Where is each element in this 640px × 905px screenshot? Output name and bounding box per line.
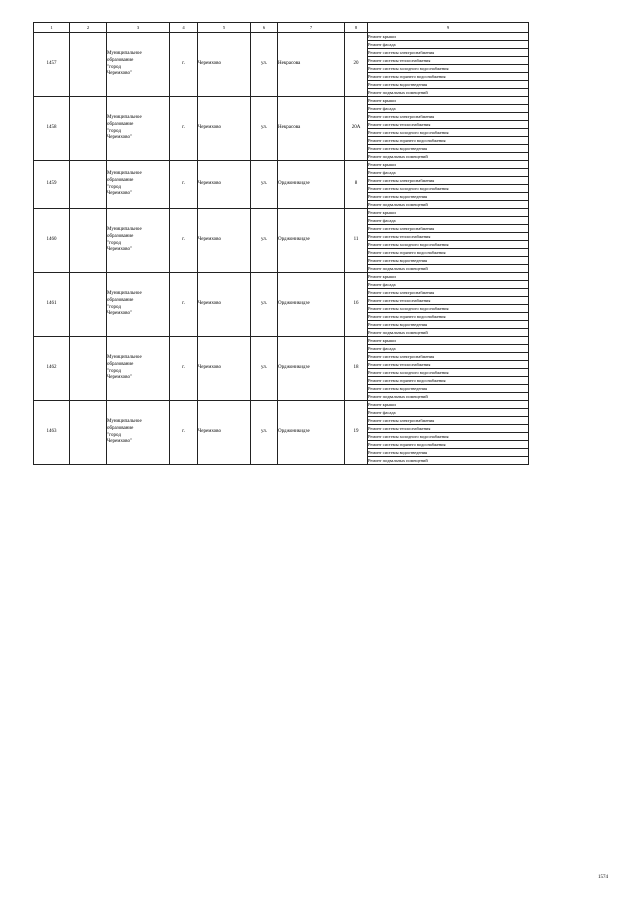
work-item: Ремонт системы теплоснабжения: [368, 297, 529, 305]
owner-line: Муниципальное: [107, 114, 142, 120]
work-item: Ремонт системы водоотведения: [368, 81, 529, 89]
owner-line: образование: [107, 425, 134, 431]
owner-line: Черемхово": [107, 191, 133, 197]
street-type: ул.: [251, 401, 278, 465]
column-2-cell: [70, 209, 107, 273]
owner-cell: [107, 97, 170, 161]
work-item: Ремонт системы электроснабжения: [368, 417, 529, 425]
record-number: 1460: [34, 209, 70, 273]
owner-line: Муниципальное: [107, 170, 142, 176]
work-item: Ремонт подвальных помещений: [368, 153, 529, 161]
work-item: Ремонт системы горячего водоснабжения: [368, 137, 529, 145]
street-name: Орджоникидзе: [278, 161, 345, 209]
owner-line: образование: [107, 233, 134, 239]
header-row: [34, 23, 529, 33]
owner-line: Муниципальное: [107, 290, 142, 296]
page-number: 1574: [598, 875, 608, 880]
street-name: Орджоникидзе: [278, 273, 345, 337]
owner-cell: [107, 209, 170, 273]
table-row: [34, 337, 529, 345]
house-number: 18: [345, 337, 368, 401]
work-item: Ремонт фасада: [368, 169, 529, 177]
column-2-cell: [70, 401, 107, 465]
locality-type: г.: [170, 401, 198, 465]
work-item: Ремонт крыши: [368, 33, 529, 41]
owner-line: "город: [107, 64, 121, 70]
city-name: Черемхово: [198, 33, 251, 97]
record-number: 1463: [34, 401, 70, 465]
owner-line: Черемхово": [107, 247, 133, 253]
work-item: Ремонт подвальных помещений: [368, 393, 529, 401]
work-item: Ремонт системы водоотведения: [368, 449, 529, 457]
locality-type: г.: [170, 33, 198, 97]
col-header: 4: [170, 23, 198, 33]
street-type: ул.: [251, 97, 278, 161]
work-item: Ремонт фасада: [368, 409, 529, 417]
owner-line: "город: [107, 128, 121, 134]
record-number: 1457: [34, 33, 70, 97]
owner-line: образование: [107, 297, 134, 303]
col-header: 2: [70, 23, 107, 33]
column-2-cell: [70, 273, 107, 337]
street-name: Некрасова: [278, 33, 345, 97]
street-type: ул.: [251, 209, 278, 273]
owner-cell: [107, 337, 170, 401]
column-2-cell: [70, 97, 107, 161]
owner-line: "город: [107, 184, 121, 190]
city-name: Черемхово: [198, 97, 251, 161]
owner-cell: [107, 273, 170, 337]
owner-line: Муниципальное: [107, 354, 142, 360]
owner-line: "город: [107, 368, 121, 374]
col-header: 9: [368, 23, 529, 33]
work-item: Ремонт подвальных помещений: [368, 89, 529, 97]
record-number: 1462: [34, 337, 70, 401]
owner-line: "город: [107, 304, 121, 310]
work-item: Ремонт системы электроснабжения: [368, 49, 529, 57]
owner-line: образование: [107, 361, 134, 367]
owner-line: образование: [107, 177, 134, 183]
street-type: ул.: [251, 337, 278, 401]
work-item: Ремонт системы горячего водоснабжения: [368, 249, 529, 257]
table-row: [34, 209, 529, 217]
owner-line: образование: [107, 121, 134, 127]
table-row: [34, 97, 529, 105]
work-item: Ремонт фасада: [368, 105, 529, 113]
work-item: Ремонт системы водоотведения: [368, 321, 529, 329]
owner-line: Черемхово": [107, 135, 133, 141]
work-item: Ремонт системы водоотведения: [368, 257, 529, 265]
col-header: 1: [34, 23, 70, 33]
work-item: Ремонт крыши: [368, 97, 529, 105]
work-item: Ремонт системы теплоснабжения: [368, 425, 529, 433]
owner-line: Черемхово": [107, 439, 133, 445]
street-name: Некрасова: [278, 97, 345, 161]
work-item: Ремонт системы горячего водоснабжения: [368, 441, 529, 449]
col-header: 7: [278, 23, 345, 33]
house-number: 20А: [345, 97, 368, 161]
locality-type: г.: [170, 337, 198, 401]
table-row: [34, 401, 529, 409]
owner-cell: [107, 33, 170, 97]
work-item: Ремонт системы холодного водоснабжения: [368, 185, 529, 193]
work-item: Ремонт фасада: [368, 281, 529, 289]
record-number: 1461: [34, 273, 70, 337]
city-name: Черемхово: [198, 209, 251, 273]
owner-line: Муниципальное: [107, 226, 142, 232]
work-item: Ремонт системы электроснабжения: [368, 353, 529, 361]
house-number: 11: [345, 209, 368, 273]
street-name: Орджоникидзе: [278, 401, 345, 465]
column-2-cell: [70, 33, 107, 97]
work-item: Ремонт подвальных помещений: [368, 201, 529, 209]
work-item: Ремонт системы холодного водоснабжения: [368, 129, 529, 137]
col-header: 6: [251, 23, 278, 33]
work-item: Ремонт системы электроснабжения: [368, 225, 529, 233]
work-item: Ремонт системы электроснабжения: [368, 113, 529, 121]
work-item: Ремонт фасада: [368, 345, 529, 353]
work-item: Ремонт подвальных помещений: [368, 265, 529, 273]
work-item: Ремонт системы теплоснабжения: [368, 233, 529, 241]
work-item: Ремонт системы горячего водоснабжения: [368, 73, 529, 81]
col-header: 8: [345, 23, 368, 33]
street-name: Орджоникидзе: [278, 209, 345, 273]
house-number: 8: [345, 161, 368, 209]
col-header: 5: [198, 23, 251, 33]
work-item: Ремонт крыши: [368, 337, 529, 345]
city-name: Черемхово: [198, 161, 251, 209]
owner-cell: [107, 401, 170, 465]
record-number: 1459: [34, 161, 70, 209]
work-item: Ремонт системы холодного водоснабжения: [368, 433, 529, 441]
work-item: Ремонт системы электроснабжения: [368, 177, 529, 185]
work-item: Ремонт фасада: [368, 217, 529, 225]
locality-type: г.: [170, 273, 198, 337]
work-item: Ремонт системы холодного водоснабжения: [368, 305, 529, 313]
table-row: [34, 161, 529, 169]
record-number: 1458: [34, 97, 70, 161]
work-item: Ремонт крыши: [368, 401, 529, 409]
work-item: Ремонт системы холодного водоснабжения: [368, 65, 529, 73]
work-item: Ремонт системы теплоснабжения: [368, 121, 529, 129]
work-item: Ремонт крыши: [368, 209, 529, 217]
owner-line: "город: [107, 240, 121, 246]
work-item: Ремонт системы электроснабжения: [368, 289, 529, 297]
works-table: [33, 22, 529, 465]
work-item: Ремонт системы водоотведения: [368, 145, 529, 153]
work-item: Ремонт системы водоотведения: [368, 193, 529, 201]
owner-line: Черемхово": [107, 311, 133, 317]
street-type: ул.: [251, 33, 278, 97]
work-item: Ремонт системы холодного водоснабжения: [368, 369, 529, 377]
city-name: Черемхово: [198, 337, 251, 401]
work-item: Ремонт крыши: [368, 273, 529, 281]
owner-line: образование: [107, 57, 134, 63]
column-2-cell: [70, 337, 107, 401]
work-item: Ремонт системы водоотведения: [368, 385, 529, 393]
street-type: ул.: [251, 161, 278, 209]
work-item: Ремонт подвальных помещений: [368, 457, 529, 465]
owner-cell: [107, 161, 170, 209]
street-name: Орджоникидзе: [278, 337, 345, 401]
city-name: Черемхово: [198, 273, 251, 337]
owner-line: Муниципальное: [107, 50, 142, 56]
city-name: Черемхово: [198, 401, 251, 465]
col-header: 3: [107, 23, 170, 33]
locality-type: г.: [170, 97, 198, 161]
work-item: Ремонт фасада: [368, 41, 529, 49]
locality-type: г.: [170, 161, 198, 209]
locality-type: г.: [170, 209, 198, 273]
owner-line: Муниципальное: [107, 418, 142, 424]
work-item: Ремонт системы теплоснабжения: [368, 361, 529, 369]
house-number: 16: [345, 273, 368, 337]
street-type: ул.: [251, 273, 278, 337]
work-item: Ремонт системы теплоснабжения: [368, 57, 529, 65]
house-number: 19: [345, 401, 368, 465]
work-item: Ремонт системы горячего водоснабжения: [368, 313, 529, 321]
table-row: [34, 33, 529, 41]
work-item: Ремонт системы холодного водоснабжения: [368, 241, 529, 249]
column-2-cell: [70, 161, 107, 209]
house-number: 20: [345, 33, 368, 97]
owner-line: Черемхово": [107, 71, 133, 77]
work-item: Ремонт крыши: [368, 161, 529, 169]
work-item: Ремонт подвальных помещений: [368, 329, 529, 337]
work-item: Ремонт системы горячего водоснабжения: [368, 377, 529, 385]
table-row: [34, 273, 529, 281]
owner-line: "город: [107, 432, 121, 438]
owner-line: Черемхово": [107, 375, 133, 381]
